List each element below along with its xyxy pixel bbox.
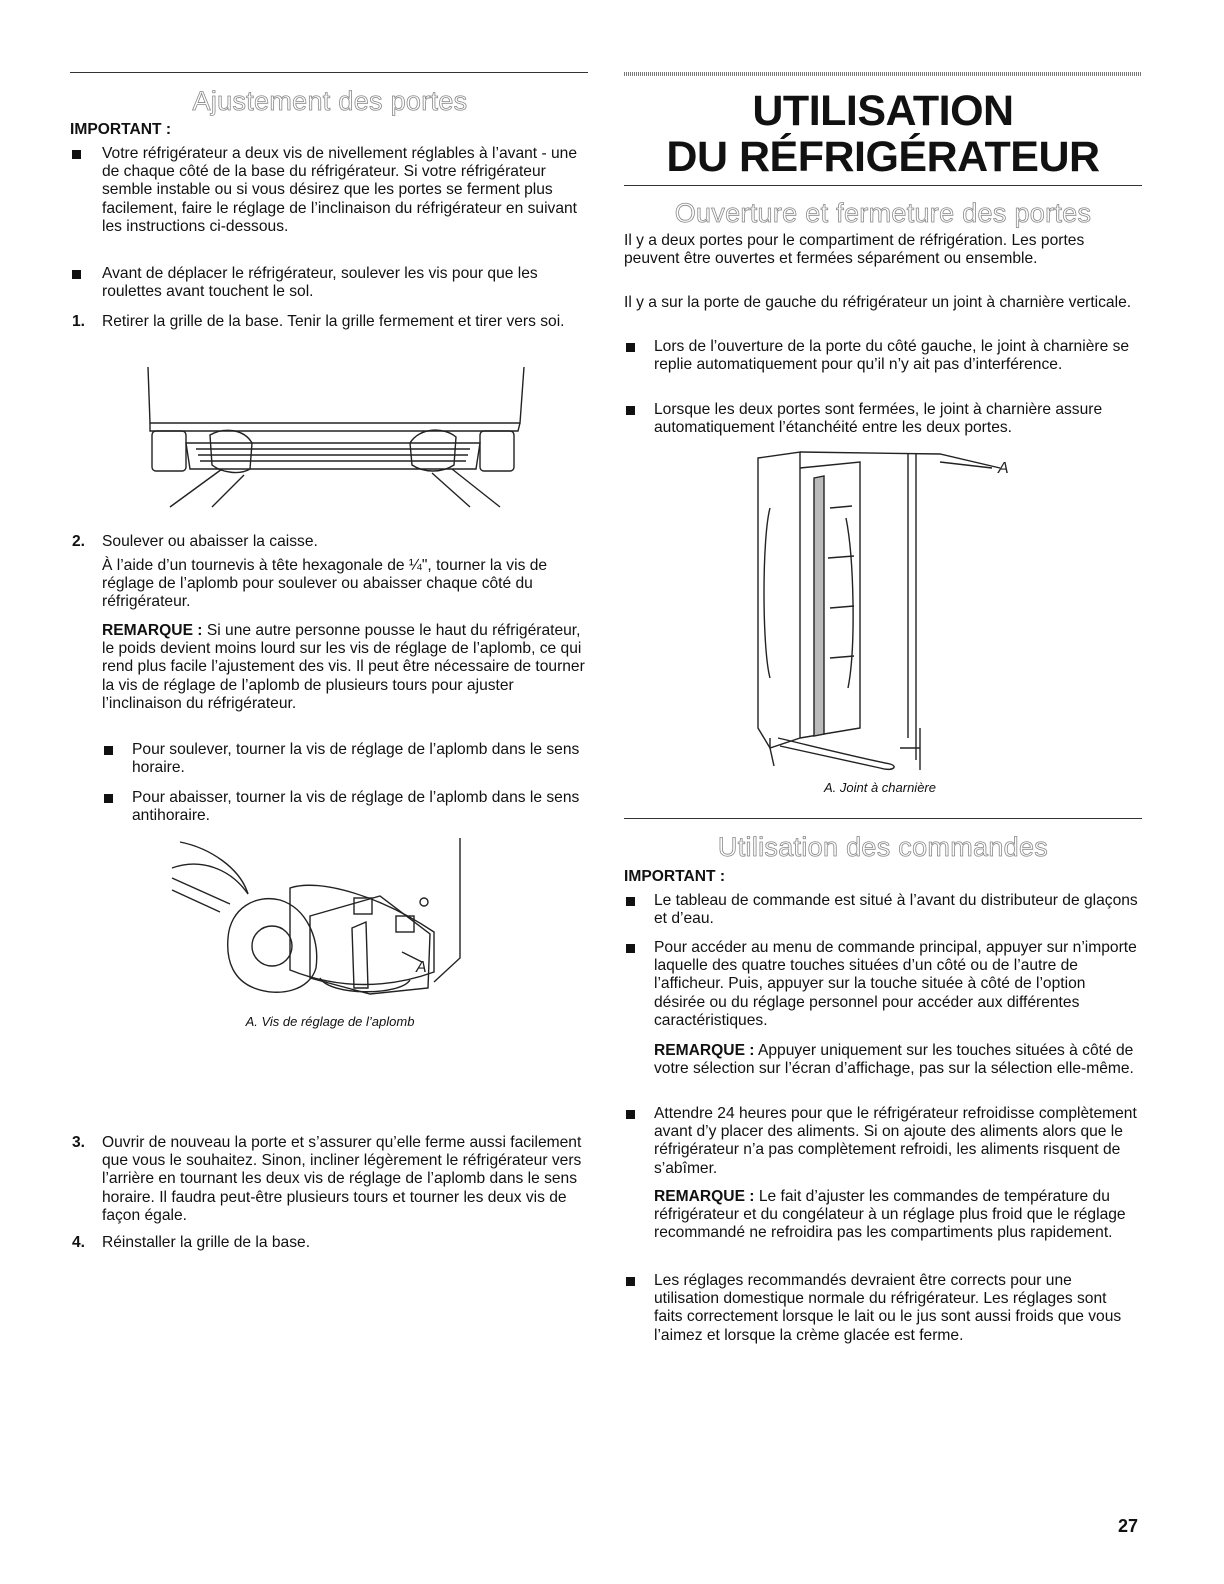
remark-paragraph <box>654 1188 1138 1243</box>
bullet-text: Pour accéder au menu de commande principal, appuyer sur n’importe laquelle des quatre touches situées d’un côté ou de l’autre de l’afficheur. Puis, appuyer sur la touche située à côté de l’option désirée ou du réglage personnel pour accéder aux différentes caractéristiques. <box>654 939 1137 1029</box>
bullet-icon <box>626 1110 635 1119</box>
right-rule-2 <box>624 818 1142 819</box>
remark-paragraph <box>102 622 586 713</box>
bullet-icon <box>104 794 113 803</box>
figure-label-a: A <box>998 460 1009 477</box>
section-title-ouverture: Ouverture et fermeture des portes <box>674 198 1092 228</box>
step-text: Réinstaller la grille de la base. <box>102 1234 311 1251</box>
bullet-icon <box>626 1277 635 1286</box>
bullet-icon <box>626 944 635 953</box>
bullet-text: Avant de déplacer le réfrigérateur, soulever les vis pour que les roulettes avant touchent le sol. <box>102 265 538 301</box>
bullet-icon <box>72 150 81 159</box>
section-title-ajustement: Ajustement des portes <box>192 86 468 116</box>
bullet-icon <box>104 746 113 755</box>
remark-label: REMARQUE : <box>654 1188 755 1205</box>
paragraph: Il y a sur la porte de gauche du réfrigérateur un joint à charnière verticale. <box>624 294 1132 311</box>
bullet-text: Le tableau de commande est situé à l’avant du distributeur de glaçons et d’eau. <box>654 892 1138 928</box>
page-number: 27 <box>1118 1516 1139 1536</box>
bullet-text: Attendre 24 heures pour que le réfrigérateur refroidisse complètement avant d’y placer des aliments. Si on ajoute des aliments alors que le réfrigérateur n’a pas complètement refroidi, les aliments risquent de s’abîmer. <box>654 1105 1137 1177</box>
bullet-icon <box>626 897 635 906</box>
remark-text: Si une autre personne pousse le haut du réfrigérateur, le poids devient moins lourd sur les vis de réglage de l’aplomb, ce qui rend plus facile l’ajustement des vis. Il peut être nécessaire de tourner la vis de réglage de l’aplomb de plusieurs tours pour ajuster l’inclinaison du réfrigérateur. <box>102 622 585 712</box>
bullet-text: Lors de l’ouverture de la porte du côté gauche, le joint à charnière se replie automatiquement pour qu’il n’y ait pas d’interférence. <box>654 338 1130 374</box>
section-title-commandes: Utilisation des commandes <box>717 832 1049 862</box>
step-number: 4. <box>72 1234 86 1251</box>
left-top-rule <box>70 72 588 73</box>
step-text: Ouvrir de nouveau la porte et s’assurer qu’elle ferme aussi facilement que vous le souhaitez. Sinon, incliner légèrement le réfrigérateur vers l’arrière en tournant les deux vis de réglage de l’aplomb dans le sens horaire. Il faudra peut-être plusieurs tours et tourner les deux vis de façon égale. <box>102 1134 582 1224</box>
figure-base-grille <box>140 365 540 515</box>
page-title-line2: DU RÉFRIGÉRATEUR <box>666 133 1100 181</box>
remark-label: REMARQUE : <box>654 1042 755 1059</box>
important-label-right: IMPORTANT : <box>624 868 726 885</box>
remark-text: Appuyer uniquement sur les touches situées à côté de votre sélection sur l’écran d’affichage, pas sur la sélection elle-même. <box>654 1042 1134 1078</box>
sub-bullet-text: Pour soulever, tourner la vis de réglage de l’aplomb dans le sens horaire. <box>132 741 580 777</box>
bullet-text: Les réglages recommandés devraient être corrects pour une utilisation domestique normale du réfrigérateur. Les réglages sont faits correctement lorsque le lait ou le jus sont aussi froids que vous l’aimez et lorsque la crème glacée est ferme. <box>654 1272 1122 1344</box>
sub-bullet-text: Pour abaisser, tourner la vis de réglage de l’aplomb dans le sens antihoraire. <box>132 789 580 825</box>
step-text: Retirer la grille de la base. Tenir la grille fermement et tirer vers soi. <box>102 313 565 330</box>
step-number: 2. <box>72 533 86 550</box>
paragraph: Il y a deux portes pour le compartiment de réfrigération. Les portes peuvent être ouvertes et fermées séparément ou ensemble. <box>624 232 1085 268</box>
title-shaded-bar <box>624 72 1142 76</box>
step-text: Soulever ou abaisser la caisse. <box>102 533 318 550</box>
page-title-line1: UTILISATION <box>752 87 1014 135</box>
important-label-left: IMPORTANT : <box>70 121 172 138</box>
figure-leveling-screw <box>170 838 500 996</box>
remark-label: REMARQUE : <box>102 622 203 639</box>
figure-caption: A. Joint à charnière <box>823 780 936 795</box>
step2-detail: À l’aide d’un tournevis à tête hexagonale de ¼", tourner la vis de réglage de l’aplomb pour soulever ou abaisser chaque côté du réfrigérateur. <box>102 557 548 611</box>
step-number: 1. <box>72 313 86 330</box>
step-number: 3. <box>72 1134 86 1151</box>
bullet-icon <box>72 270 81 279</box>
figure-caption: A. Vis de réglage de l’aplomb <box>245 1014 415 1029</box>
remark-paragraph <box>654 1042 1138 1078</box>
bullet-text: Votre réfrigérateur a deux vis de nivellement réglables à l’avant - une de chaque côté de la base du réfrigérateur. Si votre réfrigérateur semble instable ou si vous désirez que les portes se ferment plus facilement, faire le réglage de l’inclinaison du réfrigérateur en suivant les instructions ci-dessous. <box>102 145 578 235</box>
right-rule-1 <box>624 185 1142 186</box>
bullet-icon <box>626 406 635 415</box>
bullet-icon <box>626 343 635 352</box>
remark-text: Le fait d’ajuster les commandes de température du réfrigérateur et du congélateur à un réglage plus froid que le réglage recommandé ne refroidira pas les compartiments plus rapidement. <box>654 1188 1126 1242</box>
figure-hinged-seal <box>740 448 1020 778</box>
figure-label-a: A <box>416 959 427 976</box>
bullet-text: Lorsque les deux portes sont fermées, le joint à charnière assure automatiquement l’étanchéité entre les deux portes. <box>654 401 1103 437</box>
